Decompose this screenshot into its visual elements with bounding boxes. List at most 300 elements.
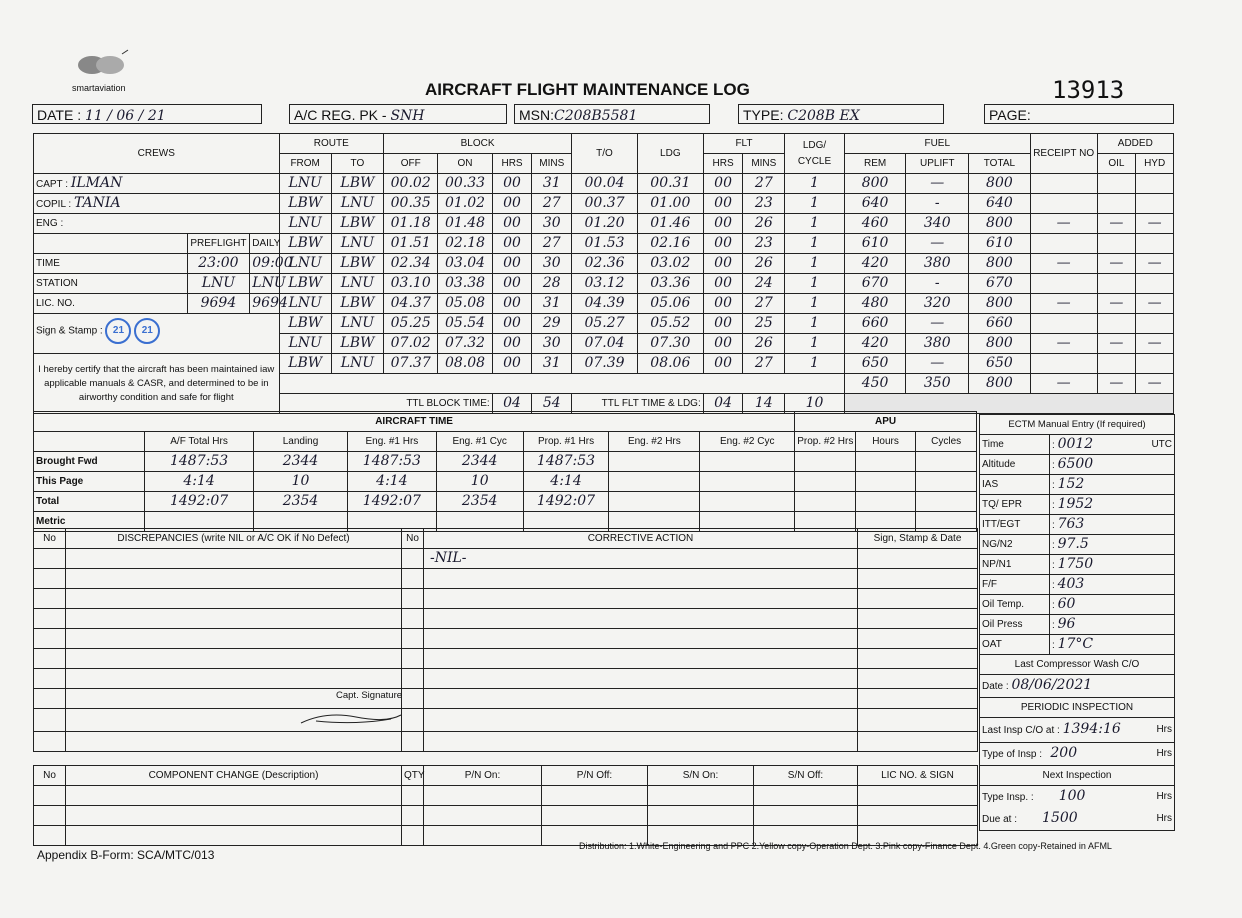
cell[interactable]: 30 <box>532 254 572 274</box>
cell[interactable]: 01.48 <box>438 214 492 234</box>
cell[interactable] <box>1030 314 1097 334</box>
cell[interactable]: 1487:53 <box>347 452 436 472</box>
ectm-label: Time <box>980 435 1050 455</box>
cell[interactable]: 1 <box>785 254 845 274</box>
cell[interactable]: 320 <box>906 294 969 314</box>
cell[interactable]: — <box>1030 374 1097 394</box>
nil-entry[interactable]: -NIL- <box>424 549 858 569</box>
cell[interactable]: 26 <box>743 254 785 274</box>
ectm-value[interactable]: 1750 <box>1057 555 1094 572</box>
ttl-ldg[interactable]: 10 <box>785 394 845 414</box>
cell[interactable]: 670 <box>969 274 1031 294</box>
cell[interactable]: 2354 <box>436 492 523 512</box>
blank-cell <box>34 234 188 254</box>
cell[interactable]: 00 <box>703 334 743 354</box>
cell[interactable]: — <box>1136 374 1174 394</box>
next-type-label: Type Insp. <box>982 792 1029 803</box>
cell[interactable]: LNU <box>331 194 383 214</box>
component-table <box>33 765 978 846</box>
msn-value[interactable]: C208B5581 <box>554 108 638 124</box>
ttl-flt-label: TTL FLT TIME & LDG: <box>572 394 704 414</box>
type-label: TYPE: <box>743 107 784 123</box>
capt-value[interactable]: ILMAN <box>70 174 123 191</box>
sign-stamp-cell <box>34 314 280 354</box>
cell[interactable]: 00.02 <box>384 174 438 194</box>
cell[interactable] <box>795 452 856 472</box>
cell[interactable] <box>916 492 977 512</box>
cell[interactable]: — <box>906 174 969 194</box>
cell[interactable]: LNU <box>279 214 331 234</box>
cell[interactable]: 03.10 <box>384 274 438 294</box>
cell[interactable] <box>1136 354 1174 374</box>
cell[interactable]: 1492:07 <box>523 492 609 512</box>
cell[interactable]: 00 <box>492 174 532 194</box>
type-insp-value[interactable]: 200 <box>1050 745 1078 761</box>
cell[interactable]: 800 <box>844 174 906 194</box>
cell[interactable]: 00 <box>492 234 532 254</box>
cell[interactable]: LBW <box>331 214 383 234</box>
cell[interactable]: 04.39 <box>572 294 638 314</box>
cell[interactable]: 07.37 <box>384 354 438 374</box>
cell[interactable]: 24 <box>743 274 785 294</box>
station-daily[interactable]: LNU <box>250 274 279 294</box>
cell[interactable]: 00 <box>492 214 532 234</box>
cell[interactable]: 02.36 <box>572 254 638 274</box>
eng-cell: ENG : <box>34 214 280 234</box>
cell[interactable]: 03.02 <box>637 254 703 274</box>
cell[interactable]: 00 <box>703 214 743 234</box>
cell[interactable]: 650 <box>844 354 906 374</box>
prop1-hrs-header: Prop. #1 Hrs <box>523 432 609 452</box>
cell[interactable]: 00 <box>492 194 532 214</box>
cell[interactable] <box>855 452 916 472</box>
cell[interactable]: 4:14 <box>523 472 609 492</box>
cell[interactable]: — <box>1030 334 1097 354</box>
ectm-value[interactable]: 96 <box>1057 615 1076 632</box>
cell[interactable]: LNU <box>279 294 331 314</box>
cell[interactable] <box>1136 234 1174 254</box>
cell[interactable]: 2354 <box>254 492 348 512</box>
flt-mins-header: MINS <box>743 154 785 174</box>
cell[interactable] <box>795 472 856 492</box>
table-row <box>34 649 978 669</box>
cell[interactable]: 31 <box>532 354 572 374</box>
cell[interactable]: - <box>906 194 969 214</box>
cell[interactable]: 660 <box>844 314 906 334</box>
cell[interactable]: 1487:53 <box>145 452 254 472</box>
cell[interactable] <box>700 452 795 472</box>
cell[interactable]: 08.08 <box>438 354 492 374</box>
copil-label: COPIL : <box>36 198 72 210</box>
ectm-value[interactable]: 17°C <box>1057 635 1094 652</box>
cell[interactable] <box>609 492 700 512</box>
cell[interactable]: 00.04 <box>572 174 638 194</box>
cell[interactable]: 640 <box>844 194 906 214</box>
reg-value[interactable]: SNH <box>390 108 425 124</box>
cell[interactable]: 1 <box>785 194 845 214</box>
cell[interactable]: — <box>1097 374 1136 394</box>
cell[interactable]: 01.18 <box>384 214 438 234</box>
cell[interactable]: — <box>1030 214 1097 234</box>
cell[interactable] <box>855 492 916 512</box>
cell[interactable]: 800 <box>969 294 1031 314</box>
cell[interactable]: LNU <box>279 174 331 194</box>
ectm-value[interactable]: 97.5 <box>1057 535 1089 552</box>
lic-daily[interactable]: 9694 <box>250 294 279 314</box>
cell[interactable]: 4:14 <box>347 472 436 492</box>
cell[interactable]: 00 <box>703 314 743 334</box>
cell[interactable]: — <box>1136 334 1174 354</box>
cell[interactable]: 25 <box>743 314 785 334</box>
cell[interactable]: 01.51 <box>384 234 438 254</box>
cell[interactable]: — <box>1136 214 1174 234</box>
cell[interactable]: 26 <box>743 334 785 354</box>
sign-stamp-date-header: Sign, Stamp & Date <box>858 529 978 549</box>
cell[interactable]: 08.06 <box>637 354 703 374</box>
cell[interactable]: 00.35 <box>384 194 438 214</box>
cell[interactable]: 1 <box>785 314 845 334</box>
stamp-icon: 21 <box>105 318 131 344</box>
cell[interactable] <box>1136 274 1174 294</box>
next-type-value[interactable]: 100 <box>1058 788 1086 804</box>
cell[interactable]: 03.12 <box>572 274 638 294</box>
page-title: AIRCRAFT FLIGHT MAINTENANCE LOG <box>425 80 750 99</box>
cell[interactable]: 660 <box>969 314 1031 334</box>
sn-off-header: S/N Off: <box>754 766 858 786</box>
aircraft-time-table <box>33 411 977 532</box>
cell[interactable] <box>1097 234 1136 254</box>
cell[interactable]: 4:14 <box>145 472 254 492</box>
type-box <box>738 104 944 124</box>
date-label: DATE : <box>37 107 82 123</box>
cell[interactable]: 800 <box>969 334 1031 354</box>
cell[interactable]: 340 <box>906 214 969 234</box>
cell[interactable]: 27 <box>743 354 785 374</box>
to-route-header: TO <box>331 154 383 174</box>
type-value[interactable]: C208B EX <box>787 108 860 124</box>
cell[interactable] <box>1136 194 1174 214</box>
cell[interactable] <box>609 452 700 472</box>
cell[interactable]: 800 <box>969 214 1031 234</box>
station-label: STATION <box>34 274 188 294</box>
table-row <box>34 214 1174 234</box>
cell[interactable]: 01.02 <box>438 194 492 214</box>
qty-header: QTY <box>402 766 424 786</box>
row-label: Metric <box>34 512 145 532</box>
block-header: BLOCK <box>384 134 572 154</box>
ectm-value[interactable]: 763 <box>1057 515 1085 532</box>
cell[interactable]: 00 <box>492 254 532 274</box>
cell[interactable]: 04.37 <box>384 294 438 314</box>
cell[interactable]: 02.16 <box>637 234 703 254</box>
cell[interactable]: — <box>1097 294 1136 314</box>
cell[interactable]: 800 <box>969 174 1031 194</box>
cell[interactable]: 1492:07 <box>347 492 436 512</box>
table-row <box>34 472 977 492</box>
cell[interactable]: 450 <box>844 374 906 394</box>
cell[interactable]: — <box>906 234 969 254</box>
cell[interactable]: 460 <box>844 214 906 234</box>
ttl-flt-mins[interactable]: 14 <box>743 394 785 414</box>
last-insp-value[interactable]: 1394:16 <box>1062 721 1121 737</box>
cell[interactable]: 2344 <box>436 452 523 472</box>
cell[interactable]: 1 <box>785 354 845 374</box>
cell[interactable]: 27 <box>743 294 785 314</box>
cell[interactable]: 02.34 <box>384 254 438 274</box>
cell[interactable]: 380 <box>906 254 969 274</box>
ectm-label: ITT/EGT <box>980 515 1050 535</box>
from-header: FROM <box>279 154 331 174</box>
table-row <box>34 709 978 732</box>
copil-value[interactable]: TANIA <box>73 194 121 211</box>
cell[interactable]: 2344 <box>254 452 348 472</box>
copil-cell <box>34 194 280 214</box>
lic-preflight[interactable]: 9694 <box>187 294 250 314</box>
cell[interactable]: 05.25 <box>384 314 438 334</box>
cell[interactable]: 00 <box>703 234 743 254</box>
ectm-panel: ECTM Manual Entry (If required) Time : 0012 UTC Altitude : 6500 IAS : 152 TQ/ EPR : 1952 ITT/EGT : 763 NG/N2 : 97.5 NP/N1 : 1750 F/F : 403 Oil Temp. : 60 Oil Press : 96 OAT : 17°C Last Compressor Wash C/O Date : 08/06/2021 PERIODIC INSPECTION Last Insp C/O at : 1394:16 Hrs Type of Insp : 200 Hrs Next Inspection Type Insp. : 100 Hrs Due at : 1500 Hrs <box>979 414 1175 831</box>
cell[interactable]: 07.30 <box>637 334 703 354</box>
cell[interactable]: 07.39 <box>572 354 638 374</box>
cell[interactable]: 380 <box>906 334 969 354</box>
ttl-block-hrs[interactable]: 04 <box>492 394 532 414</box>
wash-date-label: Date <box>982 681 1004 692</box>
time-daily[interactable]: 09:00 <box>250 254 279 274</box>
cell[interactable]: 03.36 <box>637 274 703 294</box>
discrepancies-header: DISCREPANCIES (write NIL or A/C OK if No Defect) <box>66 529 402 549</box>
cell[interactable]: — <box>1097 214 1136 234</box>
cell[interactable]: LBW <box>279 314 331 334</box>
cell[interactable]: 27 <box>532 234 572 254</box>
cell[interactable]: 1 <box>785 214 845 234</box>
cell[interactable]: 00 <box>492 354 532 374</box>
cell[interactable]: 420 <box>844 334 906 354</box>
cell[interactable]: 610 <box>844 234 906 254</box>
cell[interactable]: 800 <box>969 374 1031 394</box>
cell[interactable]: LNU <box>279 334 331 354</box>
cell[interactable]: 10 <box>254 472 348 492</box>
cell[interactable] <box>1097 314 1136 334</box>
cell[interactable]: LBW <box>279 274 331 294</box>
cell[interactable]: 03.04 <box>438 254 492 274</box>
on-header: ON <box>438 154 492 174</box>
cell[interactable] <box>700 492 795 512</box>
cell[interactable]: 05.54 <box>438 314 492 334</box>
cell[interactable]: 07.02 <box>384 334 438 354</box>
ectm-value[interactable]: 6500 <box>1057 455 1094 472</box>
cell[interactable]: 00 <box>703 254 743 274</box>
cell[interactable] <box>1030 354 1097 374</box>
page-box <box>984 104 1174 124</box>
cell[interactable]: LNU <box>279 254 331 274</box>
cell[interactable]: — <box>906 354 969 374</box>
ttl-block-mins[interactable]: 54 <box>532 394 572 414</box>
disc-no-header: No <box>34 529 66 549</box>
cell[interactable] <box>1097 194 1136 214</box>
ectm-value[interactable]: 1952 <box>1057 495 1094 512</box>
ectm-label: NP/N1 <box>980 555 1050 575</box>
cell[interactable]: 420 <box>844 254 906 274</box>
cell[interactable] <box>795 492 856 512</box>
cell[interactable]: 640 <box>969 194 1031 214</box>
cell[interactable] <box>916 452 977 472</box>
cell[interactable]: 00.31 <box>637 174 703 194</box>
ectm-value[interactable]: 403 <box>1057 575 1085 592</box>
cell[interactable]: 30 <box>532 334 572 354</box>
cell[interactable]: — <box>1097 334 1136 354</box>
table-row <box>34 194 1174 214</box>
cell[interactable]: 00.33 <box>438 174 492 194</box>
cell[interactable] <box>1097 174 1136 194</box>
cell[interactable]: 1492:07 <box>145 492 254 512</box>
ectm-value[interactable]: 0012 <box>1057 435 1094 452</box>
ectm-value[interactable]: 152 <box>1057 475 1085 492</box>
cell[interactable]: 01.53 <box>572 234 638 254</box>
station-preflight[interactable]: LNU <box>187 274 250 294</box>
cell[interactable]: LNU <box>331 354 383 374</box>
date-value[interactable]: 11 / 06 / 21 <box>84 108 166 124</box>
cell[interactable] <box>1097 274 1136 294</box>
apu-hours-header: Hours <box>855 432 916 452</box>
cell[interactable]: 01.20 <box>572 214 638 234</box>
cell[interactable]: LBW <box>279 194 331 214</box>
cell[interactable]: 31 <box>532 174 572 194</box>
cell[interactable]: 00 <box>492 294 532 314</box>
cell[interactable] <box>609 472 700 492</box>
due-label: Due at <box>982 814 1012 825</box>
msn-label: MSN: <box>519 107 554 123</box>
cell[interactable]: — <box>1097 254 1136 274</box>
cell[interactable] <box>1030 174 1097 194</box>
cell[interactable]: 1 <box>785 174 845 194</box>
capt-signature-label: Capt. Signature <box>66 689 402 709</box>
cell[interactable]: 23 <box>743 194 785 214</box>
cell[interactable]: 07.04 <box>572 334 638 354</box>
cell[interactable]: 05.08 <box>438 294 492 314</box>
due-value[interactable]: 1500 <box>1042 810 1078 826</box>
table-row <box>34 549 978 569</box>
cell[interactable]: — <box>1136 294 1174 314</box>
cell[interactable] <box>1030 234 1097 254</box>
cell[interactable]: 27 <box>532 194 572 214</box>
cell[interactable]: 00 <box>703 194 743 214</box>
logo <box>72 50 152 94</box>
cell[interactable]: 1 <box>785 294 845 314</box>
cell[interactable] <box>700 472 795 492</box>
cell[interactable]: LNU <box>331 274 383 294</box>
table-row <box>34 274 1174 294</box>
table-row <box>34 786 978 806</box>
cell[interactable]: 05.52 <box>637 314 703 334</box>
ectm-label: F/F <box>980 575 1050 595</box>
ectm-value[interactable]: 60 <box>1057 595 1076 612</box>
cell[interactable] <box>1097 354 1136 374</box>
cell[interactable]: 00 <box>703 294 743 314</box>
cell[interactable]: 03.38 <box>438 274 492 294</box>
logo-icon <box>72 50 132 80</box>
cell[interactable]: 23 <box>743 234 785 254</box>
row-label: Total <box>34 492 145 512</box>
cell[interactable]: 01.00 <box>637 194 703 214</box>
cell[interactable]: 26 <box>743 214 785 234</box>
cell[interactable]: LBW <box>279 354 331 374</box>
cell[interactable]: 1 <box>785 234 845 254</box>
table-row <box>34 452 977 472</box>
cell[interactable]: 29 <box>532 314 572 334</box>
cell[interactable]: — <box>1030 294 1097 314</box>
time-preflight[interactable]: 23:00 <box>187 254 250 274</box>
cell[interactable]: LBW <box>331 254 383 274</box>
table-row <box>34 569 978 589</box>
cell[interactable]: 00 <box>703 174 743 194</box>
table-row <box>34 492 977 512</box>
pn-off-header: P/N Off: <box>542 766 648 786</box>
cell[interactable]: — <box>906 314 969 334</box>
cell[interactable]: — <box>1136 254 1174 274</box>
cell[interactable]: 27 <box>743 174 785 194</box>
cell[interactable]: 480 <box>844 294 906 314</box>
cell[interactable]: — <box>1030 254 1097 274</box>
cell[interactable]: 30 <box>532 214 572 234</box>
logo-text: smartaviation <box>72 83 126 93</box>
cell[interactable]: 800 <box>969 254 1031 274</box>
cell[interactable]: 02.18 <box>438 234 492 254</box>
ttl-flt-hrs[interactable]: 04 <box>703 394 743 414</box>
cell[interactable]: LNU <box>331 314 383 334</box>
cell[interactable]: 31 <box>532 294 572 314</box>
cell[interactable]: LNU <box>331 234 383 254</box>
cell[interactable] <box>916 472 977 492</box>
uplift-header: UPLIFT <box>906 154 969 174</box>
cell[interactable]: 01.46 <box>637 214 703 234</box>
cell[interactable]: 10 <box>436 472 523 492</box>
cell[interactable]: 1487:53 <box>523 452 609 472</box>
component-change-header: COMPONENT CHANGE (Description) <box>66 766 402 786</box>
wash-date-value[interactable]: 08/06/2021 <box>1011 677 1093 693</box>
cell[interactable]: LBW <box>331 174 383 194</box>
cell[interactable]: 650 <box>969 354 1031 374</box>
cell[interactable]: 05.27 <box>572 314 638 334</box>
cell[interactable] <box>1030 274 1097 294</box>
form-number: Appendix B-Form: SCA/MTC/013 <box>37 848 215 862</box>
cell[interactable]: 28 <box>532 274 572 294</box>
lic-sign-header: LIC NO. & SIGN <box>858 766 978 786</box>
cell[interactable]: 1 <box>785 274 845 294</box>
cell[interactable]: LBW <box>331 294 383 314</box>
cell[interactable] <box>1136 174 1174 194</box>
cell[interactable]: 05.06 <box>637 294 703 314</box>
cell[interactable]: 07.32 <box>438 334 492 354</box>
cell[interactable]: 1 <box>785 334 845 354</box>
wash-title: Last Compressor Wash C/O <box>980 655 1175 675</box>
cell[interactable]: 00 <box>492 314 532 334</box>
cell[interactable]: 670 <box>844 274 906 294</box>
cell[interactable] <box>1030 194 1097 214</box>
cell[interactable]: LBW <box>331 334 383 354</box>
cell[interactable]: 350 <box>906 374 969 394</box>
cell[interactable] <box>1136 314 1174 334</box>
cell[interactable] <box>855 472 916 492</box>
cell[interactable]: 00 <box>492 334 532 354</box>
cell[interactable]: 00 <box>492 274 532 294</box>
cell[interactable]: 610 <box>969 234 1031 254</box>
cell[interactable]: 00.37 <box>572 194 638 214</box>
cell[interactable]: 00 <box>703 354 743 374</box>
cell[interactable]: 00 <box>703 274 743 294</box>
row-label: Brought Fwd <box>34 452 145 472</box>
cell[interactable]: LBW <box>279 234 331 254</box>
cell[interactable]: - <box>906 274 969 294</box>
